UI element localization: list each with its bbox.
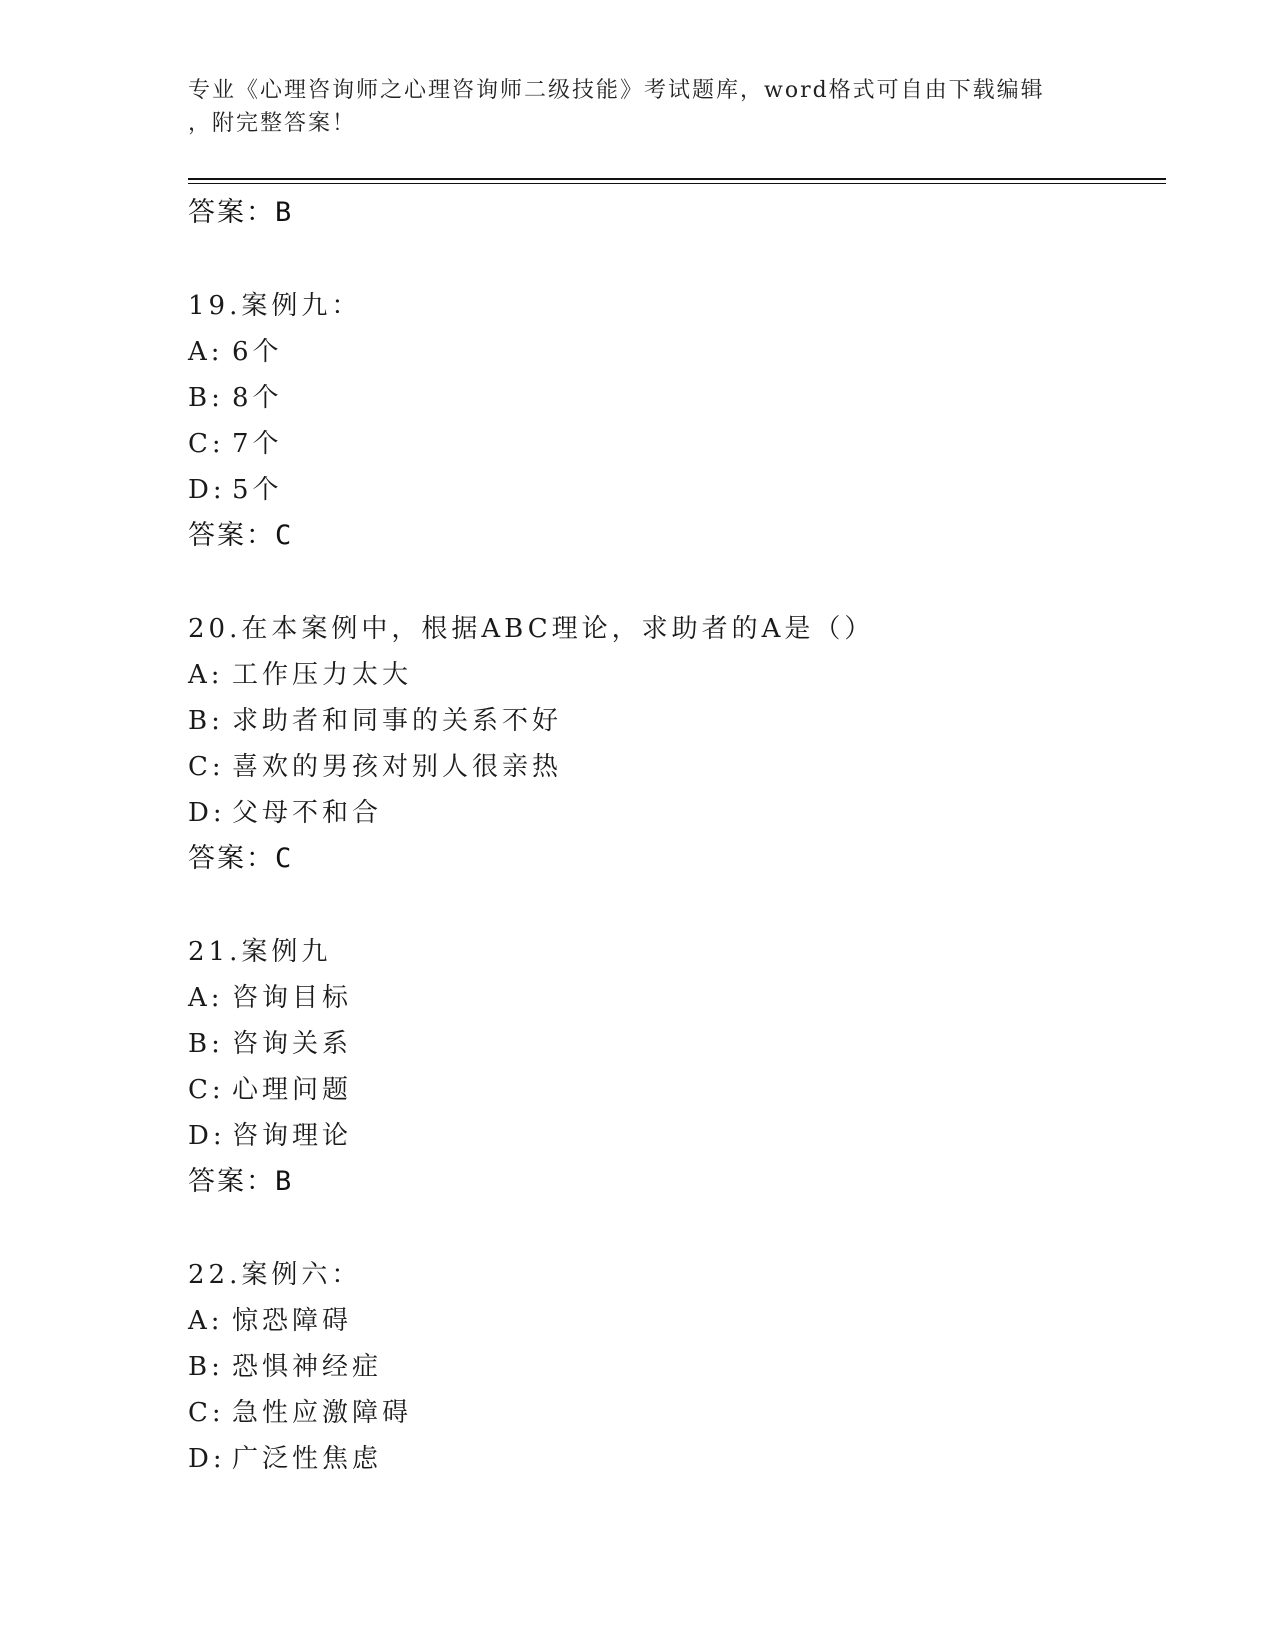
option-c xyxy=(188,421,1148,467)
question-list xyxy=(188,190,1148,1482)
option-label: C: xyxy=(188,1398,225,1428)
option-c xyxy=(188,1067,1148,1113)
option-text: 8个 xyxy=(232,383,283,413)
document-header xyxy=(188,74,1088,140)
option-text: 喜欢的男孩对别人很亲热 xyxy=(232,752,563,782)
option-text: 6个 xyxy=(232,337,283,367)
option-a xyxy=(188,975,1148,1021)
option-b xyxy=(188,375,1148,421)
option-d xyxy=(188,1113,1148,1159)
option-c xyxy=(188,744,1148,790)
question-block xyxy=(188,929,1148,1205)
option-label: D: xyxy=(188,1444,226,1474)
previous-question-answer: 答案：B xyxy=(188,197,294,228)
option-label: D: xyxy=(188,798,226,828)
option-label: B: xyxy=(188,1029,224,1059)
option-b xyxy=(188,1344,1148,1390)
question-block xyxy=(188,606,1148,882)
option-label: A: xyxy=(188,1306,224,1336)
question-block xyxy=(188,283,1148,559)
option-b xyxy=(188,698,1148,744)
option-d xyxy=(188,790,1148,836)
option-text: 急性应激障碍 xyxy=(232,1398,413,1428)
option-text: 工作压力太大 xyxy=(232,660,413,690)
question-title: 20.在本案例中，根据ABC理论，求助者的A是（） xyxy=(188,614,875,644)
question-answer: 答案：B xyxy=(188,1166,294,1197)
option-text: 5个 xyxy=(232,475,283,505)
header-title-line-1: 专业《心理咨询师之心理咨询师二级技能》考试题库，word格式可自由下载编辑 xyxy=(188,78,1045,103)
option-label: D: xyxy=(188,1121,226,1151)
option-label: B: xyxy=(188,1352,224,1382)
option-text: 广泛性焦虑 xyxy=(232,1444,383,1474)
option-label: C: xyxy=(188,429,225,459)
option-label: B: xyxy=(188,383,224,413)
option-text: 心理问题 xyxy=(232,1075,353,1105)
question-title: 22.案例六： xyxy=(188,1260,362,1290)
question-title: 19.案例九： xyxy=(188,291,362,321)
option-d xyxy=(188,1436,1148,1482)
option-label: B: xyxy=(188,706,224,736)
option-text: 咨询理论 xyxy=(232,1121,353,1151)
option-text: 恐惧神经症 xyxy=(232,1352,383,1382)
header-title-line-2: ，附完整答案！ xyxy=(188,111,357,136)
option-label: C: xyxy=(188,1075,225,1105)
spacer xyxy=(188,1205,1148,1252)
spacer xyxy=(188,559,1148,606)
header-divider-thin xyxy=(188,183,1166,184)
option-a xyxy=(188,652,1148,698)
spacer xyxy=(188,882,1148,929)
option-label: D: xyxy=(188,475,226,505)
question-answer: 答案：C xyxy=(188,843,294,874)
option-label: A: xyxy=(188,660,224,690)
option-text: 惊恐障碍 xyxy=(232,1306,353,1336)
option-d xyxy=(188,467,1148,513)
question-block xyxy=(188,1252,1148,1482)
question-title: 21.案例九 xyxy=(188,937,332,967)
option-text: 咨询目标 xyxy=(232,983,353,1013)
option-label: A: xyxy=(188,983,224,1013)
option-text: 父母不和合 xyxy=(232,798,383,828)
question-answer: 答案：C xyxy=(188,520,294,551)
header-divider-thick xyxy=(188,178,1166,180)
spacer xyxy=(188,236,1148,283)
option-a xyxy=(188,329,1148,375)
option-c xyxy=(188,1390,1148,1436)
option-b xyxy=(188,1021,1148,1067)
option-text: 咨询关系 xyxy=(232,1029,353,1059)
option-label: A: xyxy=(188,337,224,367)
option-label: C: xyxy=(188,752,225,782)
option-text: 求助者和同事的关系不好 xyxy=(232,706,563,736)
option-text: 7个 xyxy=(232,429,283,459)
option-a xyxy=(188,1298,1148,1344)
